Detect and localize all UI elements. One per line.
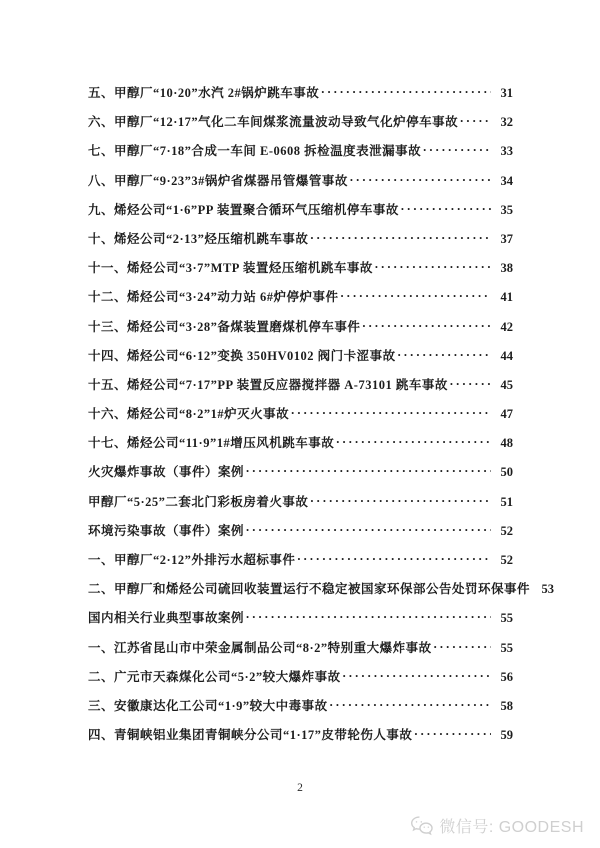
toc-entry (88, 433, 513, 462)
toc-leader-dots (310, 492, 491, 506)
toc-page-number: 45 (500, 377, 513, 392)
toc-page-number: 42 (500, 319, 513, 334)
toc-page-number: 59 (500, 728, 513, 743)
toc-entry-title: 五、甲醇厂“10·20”水汽 2#锅炉跳车事故 (88, 86, 320, 100)
toc-entry-title: 八、甲醇厂“9·23”3#锅炉省煤器吊管爆管事故 (88, 173, 348, 188)
toc-page-number: 38 (500, 261, 513, 276)
toc-entry-title: 十一、烯烃公司“3·7”MTP 装置烃压缩机跳车事故 (88, 261, 373, 276)
toc-leader-dots (460, 112, 491, 126)
toc-entry-title: 六、甲醇厂“12·17”气化二车间煤浆流量波动导致气化炉停车事故 (88, 115, 459, 130)
toc-entry (88, 229, 513, 258)
toc-leader-dots (330, 696, 491, 710)
toc-entry-title: 环境污染事故（事件）案例 (88, 523, 245, 538)
toc-entry-title: 十七、烯烃公司“11·9”1#增压风机跳车事故 (88, 436, 335, 451)
toc-page-number: 47 (500, 407, 513, 422)
toc-leader-dots (343, 667, 491, 681)
toc-entry (88, 696, 513, 725)
toc-entry (88, 638, 513, 667)
toc-entry (88, 258, 513, 287)
toc-entry (88, 462, 513, 491)
toc-entry (88, 550, 513, 579)
toc-page-number: 52 (500, 553, 513, 567)
toc-leader-dots (341, 287, 491, 301)
toc-page-number: 44 (500, 348, 513, 363)
toc-entry (88, 317, 513, 346)
toc-page-number: 52 (500, 523, 513, 538)
toc-leader-dots (414, 725, 491, 739)
toc-page-number: 32 (500, 115, 513, 130)
toc-entry-title: 国内相关行业典型事故案例 (88, 611, 245, 626)
toc-entry-title: 七、甲醇厂“7·18”合成一车间 E-0608 拆检温度表泄漏事故 (88, 144, 422, 159)
page-number: 2 (297, 782, 303, 794)
toc-entry (88, 83, 513, 112)
toc-page-number: 50 (500, 465, 513, 480)
toc-leader-dots (375, 258, 491, 272)
toc-entry-title: 甲醇厂“5·25”二套北门彩板房着火事故 (88, 494, 309, 509)
toc-entry-title: 十四、烯烃公司“6·12”变换 350HV0102 阀门卡涩事故 (88, 348, 396, 363)
toc-page-number: 31 (500, 86, 513, 100)
toc-entry-title: 二、广元市天森煤化公司“5·2”较大爆炸事故 (88, 669, 341, 684)
toc-entry (88, 404, 513, 433)
toc-list (88, 83, 555, 754)
toc-entry (88, 112, 513, 141)
toc-entry-title: 十六、烯烃公司“8·2”1#炉灭火事故 (88, 407, 290, 422)
toc-entry (88, 521, 513, 550)
toc-leader-dots (246, 608, 491, 622)
toc-entry (88, 287, 513, 316)
toc-page-number: 56 (500, 669, 513, 684)
toc-entry (88, 375, 513, 404)
toc-leader-dots (450, 375, 491, 389)
toc-entry (88, 608, 513, 637)
toc-leader-dots (401, 200, 491, 214)
toc-leader-dots (291, 404, 491, 418)
toc-entry (88, 725, 513, 754)
toc-entry-title: 十、烯烃公司“2·13”烃压缩机跳车事故 (88, 231, 309, 246)
toc-leader-dots (362, 317, 491, 331)
toc-entry (88, 200, 513, 229)
toc-leader-dots (321, 83, 491, 97)
toc-page-number: 55 (500, 611, 513, 626)
toc-entry (88, 346, 513, 375)
toc-entry-title: 二、甲醇厂和烯烃公司硫回收装置运行不稳定被国家环保部公告处罚环保事件 (88, 582, 531, 597)
toc-entry-title: 一、甲醇厂“2·12”外排污水超标事件 (88, 553, 296, 567)
toc-entry-title: 火灾爆炸事故（事件）案例 (88, 465, 245, 480)
toc-page-number: 33 (500, 144, 513, 159)
toc-entry (88, 492, 513, 521)
toc-entry-title: 一、江苏省昆山市中荣金属制品公司“8·2”特别重大爆炸事故 (88, 640, 432, 655)
toc-leader-dots (297, 550, 491, 564)
toc-entry-title: 十二、烯烃公司“3·24”动力站 6#炉停炉事件 (88, 290, 339, 305)
toc-entry-title: 三、安徽康达化工公司“1·9”较大中毒事故 (88, 698, 328, 713)
toc-entry-title: 四、青铜峡铝业集团青铜峡分公司“1·17”皮带轮伤人事故 (88, 728, 413, 743)
toc-leader-dots (246, 462, 491, 476)
toc-entry (88, 579, 555, 608)
toc-leader-dots (398, 346, 491, 360)
toc-page-number: 58 (500, 698, 513, 713)
toc-page-number: 34 (500, 173, 513, 188)
toc-leader-dots (423, 141, 491, 155)
toc-leader-dots (350, 171, 491, 185)
toc-leader-dots (434, 638, 491, 652)
toc-page-number: 41 (500, 290, 513, 305)
toc-entry (88, 171, 513, 200)
watermark-label: 微信号: GOODESH (439, 819, 584, 836)
toc-entry (88, 667, 513, 696)
toc-page-number: 51 (500, 494, 513, 509)
wechat-icon (410, 815, 434, 836)
toc-entry-title: 十三、烯烃公司“3·28”备煤装置磨煤机停车事件 (88, 319, 361, 334)
toc-page-number: 37 (500, 231, 513, 246)
toc-page-number: 53 (541, 582, 555, 597)
toc-entry-title: 九、烯烃公司“1·6”PP 装置聚合循环气压缩机停车事故 (88, 202, 399, 217)
toc-entry (88, 141, 513, 170)
toc-page-number: 35 (500, 202, 513, 217)
toc-leader-dots (246, 521, 491, 535)
toc-leader-dots (336, 433, 491, 447)
toc-page-number: 55 (500, 640, 513, 655)
toc-page-number: 48 (500, 436, 513, 451)
watermark (410, 814, 584, 837)
toc-entry-title: 十五、烯烃公司“7·17”PP 装置反应器搅拌器 A-73101 跳车事故 (88, 377, 448, 392)
toc-leader-dots (310, 229, 491, 243)
